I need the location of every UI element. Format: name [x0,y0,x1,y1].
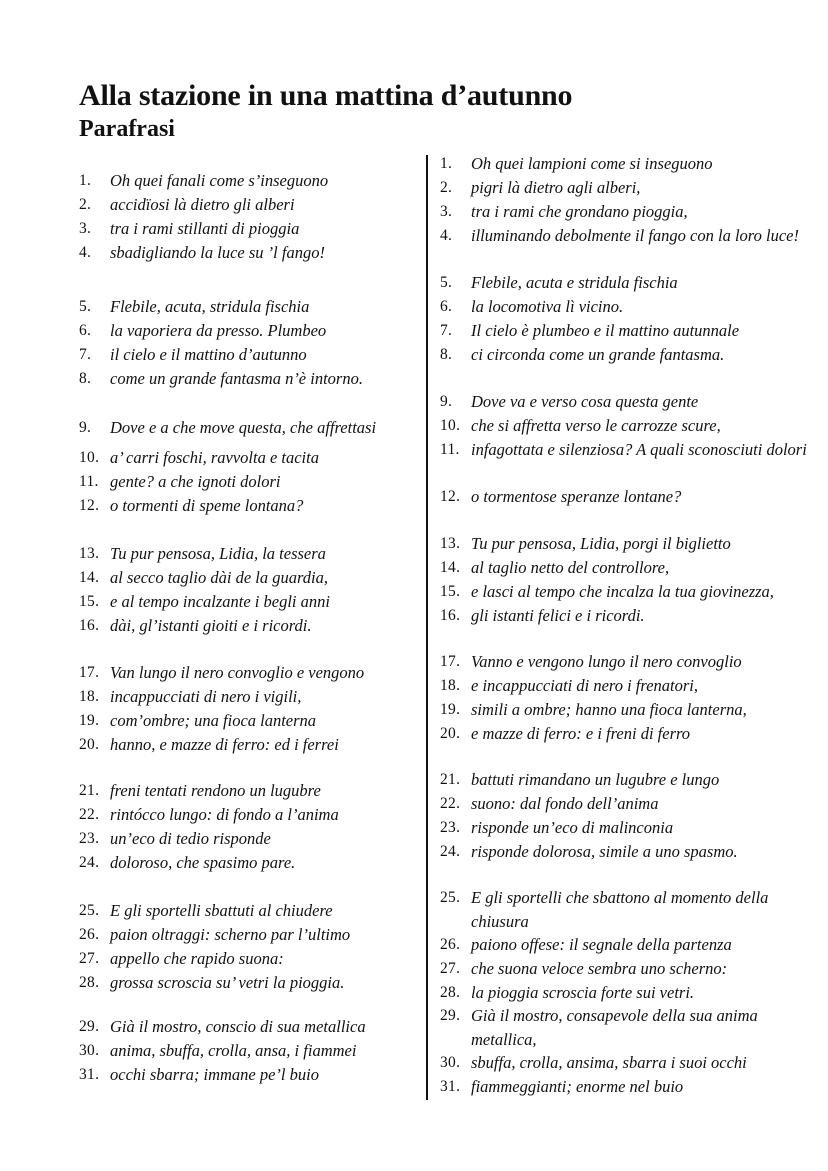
verse-number: 4. [440,227,453,244]
verse-text: Flebile, acuta e stridula fischia [471,273,678,292]
verse-number: 2. [440,179,453,196]
verse-line [440,674,812,698]
verse-line [79,827,419,851]
verse-number: 17. [79,664,100,681]
verse-text: Tu pur pensosa, Lidia, la tessera [110,544,326,563]
verse-text: Il cielo è plumbeo e il mattino autunnale [471,321,740,340]
verse-number: 8. [440,346,453,363]
verse-line [440,650,812,674]
verse-number: 31. [79,1066,100,1083]
verse-number: 28. [79,974,100,991]
verse-line [440,224,812,248]
verse-line [79,319,419,343]
verse-text: suono: dal fondo dell’anima [471,794,659,813]
verse-text: al taglio netto del controllore, [471,558,670,577]
page-title: Alla stazione in una mattina d’autunno [79,79,573,112]
verse-number: 3. [79,220,92,237]
verse-number: 13. [79,545,100,562]
verse-number: 28. [440,984,461,1001]
verse-number: 19. [79,712,100,729]
verse-number: 27. [440,960,461,977]
verse-line [440,414,812,438]
verse-line [440,485,812,509]
verse-line [79,685,419,709]
verse-line [79,217,419,241]
verse-line [440,271,812,295]
verse-number: 25. [79,902,100,919]
verse-line [79,241,419,265]
verse-line [79,947,419,971]
verse-line [79,733,419,757]
verse-number: 9. [79,419,92,436]
verse-line [440,886,812,933]
verse-line [79,779,419,803]
verse-text: anima, sbuffa, crolla, ansa, i fiammei [110,1041,357,1060]
verse-number: 11. [79,473,99,490]
verse-line [440,390,812,414]
verse-text: tra i rami che grondano pioggia, [471,202,688,221]
verse-number: 7. [440,322,453,339]
verse-line [440,1075,812,1099]
verse-text: E gli sportelli sbattuti al chiudere [110,901,333,920]
verse-text: E gli sportelli che sbattono al momento della chiusura [471,888,769,931]
verse-text: e al tempo incalzante i begli anni [110,592,330,611]
verse-number: 6. [440,298,453,315]
verse-text: gente? a che ignoti dolori [110,472,281,491]
verse-number: 21. [79,782,100,799]
verse-line [79,169,419,193]
verse-text: e incappucciati di nero i frenatori, [471,676,698,695]
verse-text: un’eco di tedio risponde [110,829,271,848]
verse-line [79,193,419,217]
verse-number: 17. [440,653,461,670]
verse-number: 1. [440,155,453,172]
verse-text: Oh quei lampioni come si inseguono [471,154,713,173]
verse-line [440,438,812,462]
verse-number: 4. [79,244,92,261]
verse-line [440,792,812,816]
verse-line [440,957,812,981]
verse-number: 16. [79,617,100,634]
verse-text: al secco taglio dài de la guardia, [110,568,328,587]
verse-line [79,851,419,875]
verse-text: Già il mostro, consapevole della sua anima metallica, [471,1006,758,1049]
verse-text: sbuffa, crolla, ansima, sbarra i suoi occhi [471,1053,747,1072]
page-subtitle: Parafrasi [79,116,175,142]
verse-text: Flebile, acuta, stridula fischia [110,297,310,316]
verse-line [440,816,812,840]
verse-line [440,840,812,864]
verse-text: la locomotiva lì vicino. [471,297,624,316]
verse-text: paion oltraggi: scherno par l’ultimo [110,925,351,944]
verse-number: 26. [440,936,461,953]
verse-number: 15. [440,583,461,600]
verse-number: 14. [79,569,100,586]
verse-number: 6. [79,322,92,339]
verse-number: 10. [440,417,461,434]
verse-number: 30. [440,1054,461,1071]
verse-line [440,556,812,580]
verse-number: 15. [79,593,100,610]
verse-number: 24. [440,843,461,860]
verse-number: 22. [79,806,100,823]
verse-text: fiammeggianti; enorme nel buio [471,1077,684,1096]
verse-line [79,899,419,923]
verse-number: 2. [79,196,92,213]
verse-text: ci circonda come un grande fantasma. [471,345,725,364]
verse-line [79,661,419,685]
verse-line [79,446,419,470]
verse-number: 16. [440,607,461,624]
verse-number: 5. [79,298,92,315]
verse-line [79,566,419,590]
verse-text: incappucciati di nero i vigili, [110,687,302,706]
verse-number: 20. [440,725,461,742]
verse-text: rintócco lungo: di fondo a l’anima [110,805,339,824]
verse-text: battuti rimandano un lugubre e lungo [471,770,720,789]
verse-text: pigri là dietro agli alberi, [471,178,641,197]
verse-number: 21. [440,771,461,788]
verse-text: com’ombre; una fioca lanterna [110,711,317,730]
verse-text: Van lungo il nero convoglio e vengono [110,663,365,682]
verse-number: 12. [79,497,100,514]
verse-number: 18. [79,688,100,705]
verse-text: hanno, e mazze di ferro: ed i ferrei [110,735,339,754]
verse-number: 7. [79,346,92,363]
verse-number: 20. [79,736,100,753]
verse-text: accidïosi là dietro gli alberi [110,195,295,214]
verse-number: 9. [440,393,453,410]
verse-line [440,152,812,176]
verse-line [440,981,812,1005]
verse-text: il cielo e il mattino d’autunno [110,345,307,364]
verse-number: 22. [440,795,461,812]
verse-text: appello che rapido suona: [110,949,284,968]
verse-number: 14. [440,559,461,576]
verse-text: Tu pur pensosa, Lidia, porgi il biglietto [471,534,731,553]
verse-text: che si affretta verso le carrozze scure, [471,416,721,435]
verse-line [440,295,812,319]
verse-text: Oh quei fanali come s’inseguono [110,171,329,190]
verse-line [440,580,812,604]
verse-line [79,971,419,995]
verse-number: 24. [79,854,100,871]
verse-text: o tormentose speranze lontane? [471,487,682,506]
verse-line [440,200,812,224]
verse-number: 13. [440,535,461,552]
verse-text: la vaporiera da presso. Plumbeo [110,321,327,340]
verse-text: sbadigliando la luce su ’l fango! [110,243,325,262]
verse-number: 18. [440,677,461,694]
verse-line [440,176,812,200]
verse-text: o tormenti di speme lontana? [110,496,304,515]
verse-text: simili a ombre; hanno una fioca lanterna, [471,700,747,719]
verse-line [440,768,812,792]
verse-text: gli istanti felici e i ricordi. [471,606,645,625]
verse-line [440,1051,812,1075]
verse-line [79,542,419,566]
verse-line [79,923,419,947]
verse-line [79,367,419,391]
verse-text: occhi sbarra; immane pe’l buio [110,1065,319,1084]
verse-line [79,709,419,733]
verse-number: 23. [440,819,461,836]
verse-text: Già il mostro, conscio di sua metallica [110,1017,366,1036]
verse-line [79,614,419,638]
verse-number: 30. [79,1042,100,1059]
verse-text: paiono offese: il segnale della partenza [471,935,732,954]
verse-text: freni tentati rendono un lugubre [110,781,321,800]
verse-line [440,933,812,957]
verse-line [440,532,812,556]
verse-line [440,1004,812,1051]
verse-text: a’ carri foschi, ravvolta e tacita [110,448,319,467]
verse-number: 31. [440,1078,461,1095]
verse-text: dài, gl’istanti gioiti e i ricordi. [110,616,312,635]
verse-line [79,470,419,494]
verse-text: Vanno e vengono lungo il nero convoglio [471,652,742,671]
verse-text: che suona veloce sembra uno scherno: [471,959,728,978]
verse-number: 29. [79,1018,100,1035]
verse-number: 3. [440,203,453,220]
verse-number: 12. [440,488,461,505]
verse-text: illuminando debolmente il fango con la loro luce! [471,226,799,245]
verse-text: la pioggia scroscia forte sui vetri. [471,983,695,1002]
verse-line [440,722,812,746]
verse-line [440,319,812,343]
verse-number: 19. [440,701,461,718]
verse-line [79,803,419,827]
verse-number: 10. [79,449,100,466]
verse-line [79,1039,419,1063]
verse-text: grossa scroscia su’ vetri la pioggia. [110,973,345,992]
verse-number: 1. [79,172,92,189]
verse-line [440,698,812,722]
verse-line [79,494,419,518]
verse-text: risponde un’eco di malinconia [471,818,674,837]
verse-number: 25. [440,889,461,906]
verse-number: 11. [440,441,460,458]
verse-number: 5. [440,274,453,291]
verse-line [79,590,419,614]
verse-text: Dove va e verso cosa questa gente [471,392,699,411]
verse-text: come un grande fantasma n’è intorno. [110,369,363,388]
column-divider [426,155,428,1100]
verse-number: 29. [440,1007,461,1024]
verse-text: e mazze di ferro: e i freni di ferro [471,724,691,743]
verse-text: tra i rami stillanti di pioggia [110,219,300,238]
verse-text: Dove e a che move questa, che affrettasi [110,418,377,437]
verse-line [79,1015,419,1039]
verse-line [79,416,419,440]
verse-text: doloroso, che spasimo pare. [110,853,296,872]
verse-line [440,604,812,628]
verse-text: e lasci al tempo che incalza la tua giovinezza, [471,582,774,601]
verse-number: 23. [79,830,100,847]
verse-text: risponde dolorosa, simile a uno spasmo. [471,842,738,861]
verse-number: 26. [79,926,100,943]
verse-line [79,1063,419,1087]
verse-line [440,343,812,367]
verse-text: infagottata e silenziosa? A quali sconosciuti dolori [471,440,807,459]
verse-line [79,343,419,367]
verse-line [79,295,419,319]
verse-number: 27. [79,950,100,967]
verse-number: 8. [79,370,92,387]
